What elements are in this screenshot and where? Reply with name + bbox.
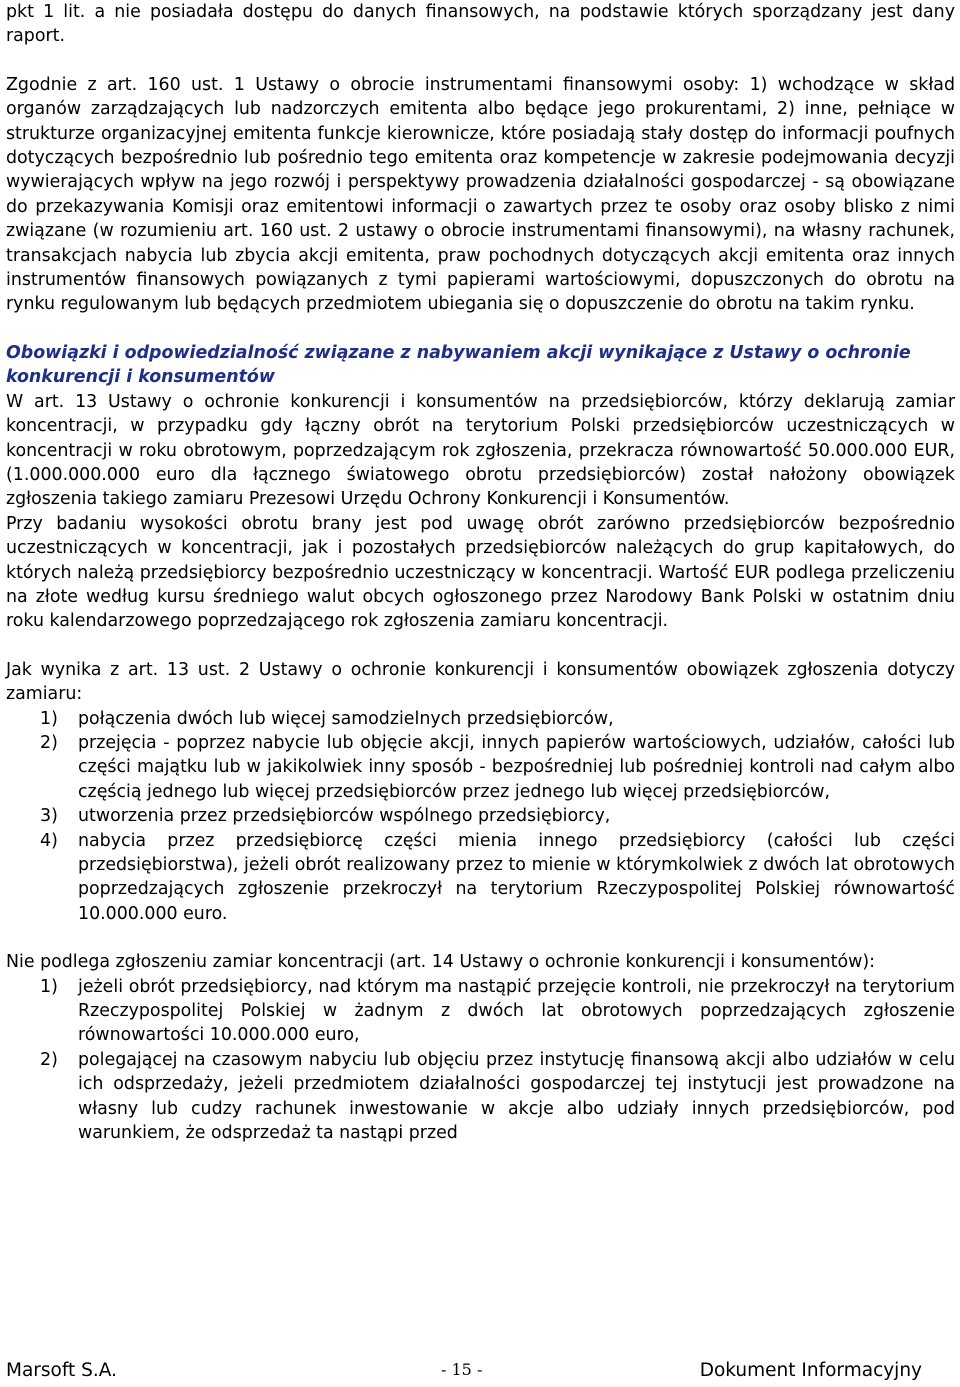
list-number: 1) xyxy=(40,976,58,997)
section-heading: Obowiązki i odpowiedzialność związane z nabywaniem akcji wynikające z Ustawy o ochronie konkurencji i konsumentów xyxy=(6,342,911,388)
notification-list xyxy=(6,707,955,927)
footer-company: Marsoft S.A. xyxy=(6,1360,118,1381)
list-item-text: połączenia dwóch lub więcej samodzielnych przedsiębiorców, xyxy=(78,708,614,729)
list-item xyxy=(6,829,955,927)
spacer xyxy=(6,926,955,950)
list-item-text: przejęcia - poprzez nabycie lub objęcie akcji, innych papierów wartościowych, udziałów, całości lub części majątku lub w jakikolwiek inny sposób - bezpośredniej lub pośredniej kontroli nad całym albo częścią jednego lub więcej przedsiębiorców przez jednego lub więcej przedsiębiorców, xyxy=(78,732,955,802)
list-item xyxy=(6,1048,955,1146)
list-item-text: utworzenia przez przedsiębiorców wspólnego przedsiębiorcy, xyxy=(78,806,611,827)
list-number: 4) xyxy=(40,830,58,851)
notification-intro-paragraph: Jak wynika z art. 13 ust. 2 Ustawy o ochronie konkurencji i konsumentów obowiązek zgłoszenia dotyczy zamiaru: xyxy=(6,659,955,705)
page-footer xyxy=(0,1360,960,1384)
footer-page-number: - 15 - xyxy=(441,1360,483,1379)
list-item xyxy=(6,707,955,731)
list-item xyxy=(6,975,955,1048)
intro-paragraph-continuation: pkt 1 lit. a nie posiadała dostępu do danych finansowych, na podstawie których sporządzany jest dany raport. xyxy=(6,2,955,47)
list-item-text: nabycia przez przedsiębiorcę części mienia innego przedsiębiorcy (całości lub części przedsiębiorstwa), jeżeli obrót realizowany przez to mienie w którymkolwiek z dwóch lat obrotowych poprzedzających zgłoszenie przekroczył na terytorium Rzeczypospolitej Polskiej równowartość 10.000.000 euro. xyxy=(78,830,955,924)
list-number: 1) xyxy=(40,708,58,729)
spacer xyxy=(6,49,955,73)
insider-reporting-paragraph: Zgodnie z art. 160 ust. 1 Ustawy o obrocie instrumentami finansowymi osoby: 1) wchodzące w skład organów zarządzających lub nadzorczych emitenta albo będące jego prokurentami, 2) inne, pełniące w strukturze organizacyjnej emitenta funkcje kierownicze, które posiadają stały dostęp do informacji poufnych dotyczących bezpośrednio lub pośrednio tego emitenta oraz kompetencje w zakresie podejmowania decyzji wywierających wpływ na jego rozwój i perspektywy prowadzenia działalności gospodarczej - są obowiązane do przekazywania Komisji oraz emitentowi informacji o zawartych przez te osoby oraz osoby blisko z nimi związane (w rozumieniu art. 160 ust. 2 ustawy o obrocie instrumentami finansowymi), na własny rachunek, transakcjach nabycia lub zbycia akcji emitenta, praw pochodnych dotyczących akcji emitenta oraz innych instrumentów finansowych powiązanych z tymi papierami wartościowymi, dopuszczonych do obrotu na rynku regulowanym lub będących przedmiotem ubiegania się o dopuszczenie do obrotu na takim rynku. xyxy=(6,74,955,315)
exemptions-list xyxy=(6,975,955,1146)
document-page xyxy=(6,0,955,1145)
spacer xyxy=(6,634,955,658)
footer-document-title: Dokument Informacyjny xyxy=(699,1360,922,1381)
art13-paragraph: W art. 13 Ustawy o ochronie konkurencji i konsumentów na przedsiębiorców, którzy deklarują zamiar koncentracji, w przypadku gdy łączny obrót na terytorium Polski przedsiębiorców uczestniczących w koncentracji w roku obrotowym, poprzedzającym rok zgłoszenia, przekracza równowartość 50.000.000 EUR, (1.000.000.000 euro dla łącznego światowego obrotu przedsiębiorców) został nałożony obowiązek zgłoszenia takiego zamiaru Prezesowi Urzędu Ochrony Konkurencji i Konsumentów. xyxy=(6,391,955,510)
list-item-text: polegającej na czasowym nabyciu lub objęciu przez instytucję finansową akcji albo udziałów w celu ich odsprzedaży, jeżeli przedmiotem działalności gospodarczej tej instytucji jest prowadzone na własny lub cudzy rachunek inwestowanie w akcje albo udziały innych przedsiębiorców, pod warunkiem, że odsprzedaż ta nastąpi przed xyxy=(78,1049,955,1144)
list-item xyxy=(6,731,955,804)
list-number: 2) xyxy=(40,732,58,753)
list-item xyxy=(6,804,955,828)
list-number: 3) xyxy=(40,806,58,827)
turnover-paragraph: Przy badaniu wysokości obrotu brany jest pod uwagę obrót zarówno przedsiębiorców bezpośrednio uczestniczących w koncentracji, jak i pozostałych przedsiębiorców należących do grup kapitałowych, do których należą przedsiębiorcy bezpośrednio uczestniczący w koncentracji. Wartość EUR podlega przeliczeniu na złote według kursu średniego walut obcych ogłoszonego przez Narodowy Bank Polski w ostatnim dniu roku kalendarzowego poprzedzającego rok zgłoszenia zamiaru koncentracji. xyxy=(6,513,955,632)
spacer xyxy=(6,317,955,341)
list-item-text: jeżeli obrót przedsiębiorcy, nad którym ma nastąpić przejęcie kontroli, nie przekroczył na terytorium Rzeczypospolitej Polskiej w żadnym z dwóch lat obrotowych poprzedzających zgłoszenie równowartości 10.000.000 euro, xyxy=(78,976,955,1046)
list-number: 2) xyxy=(40,1049,58,1070)
exemptions-intro-paragraph: Nie podlega zgłoszeniu zamiar koncentracji (art. 14 Ustawy o ochronie konkurencji i konsumentów): xyxy=(6,952,876,973)
